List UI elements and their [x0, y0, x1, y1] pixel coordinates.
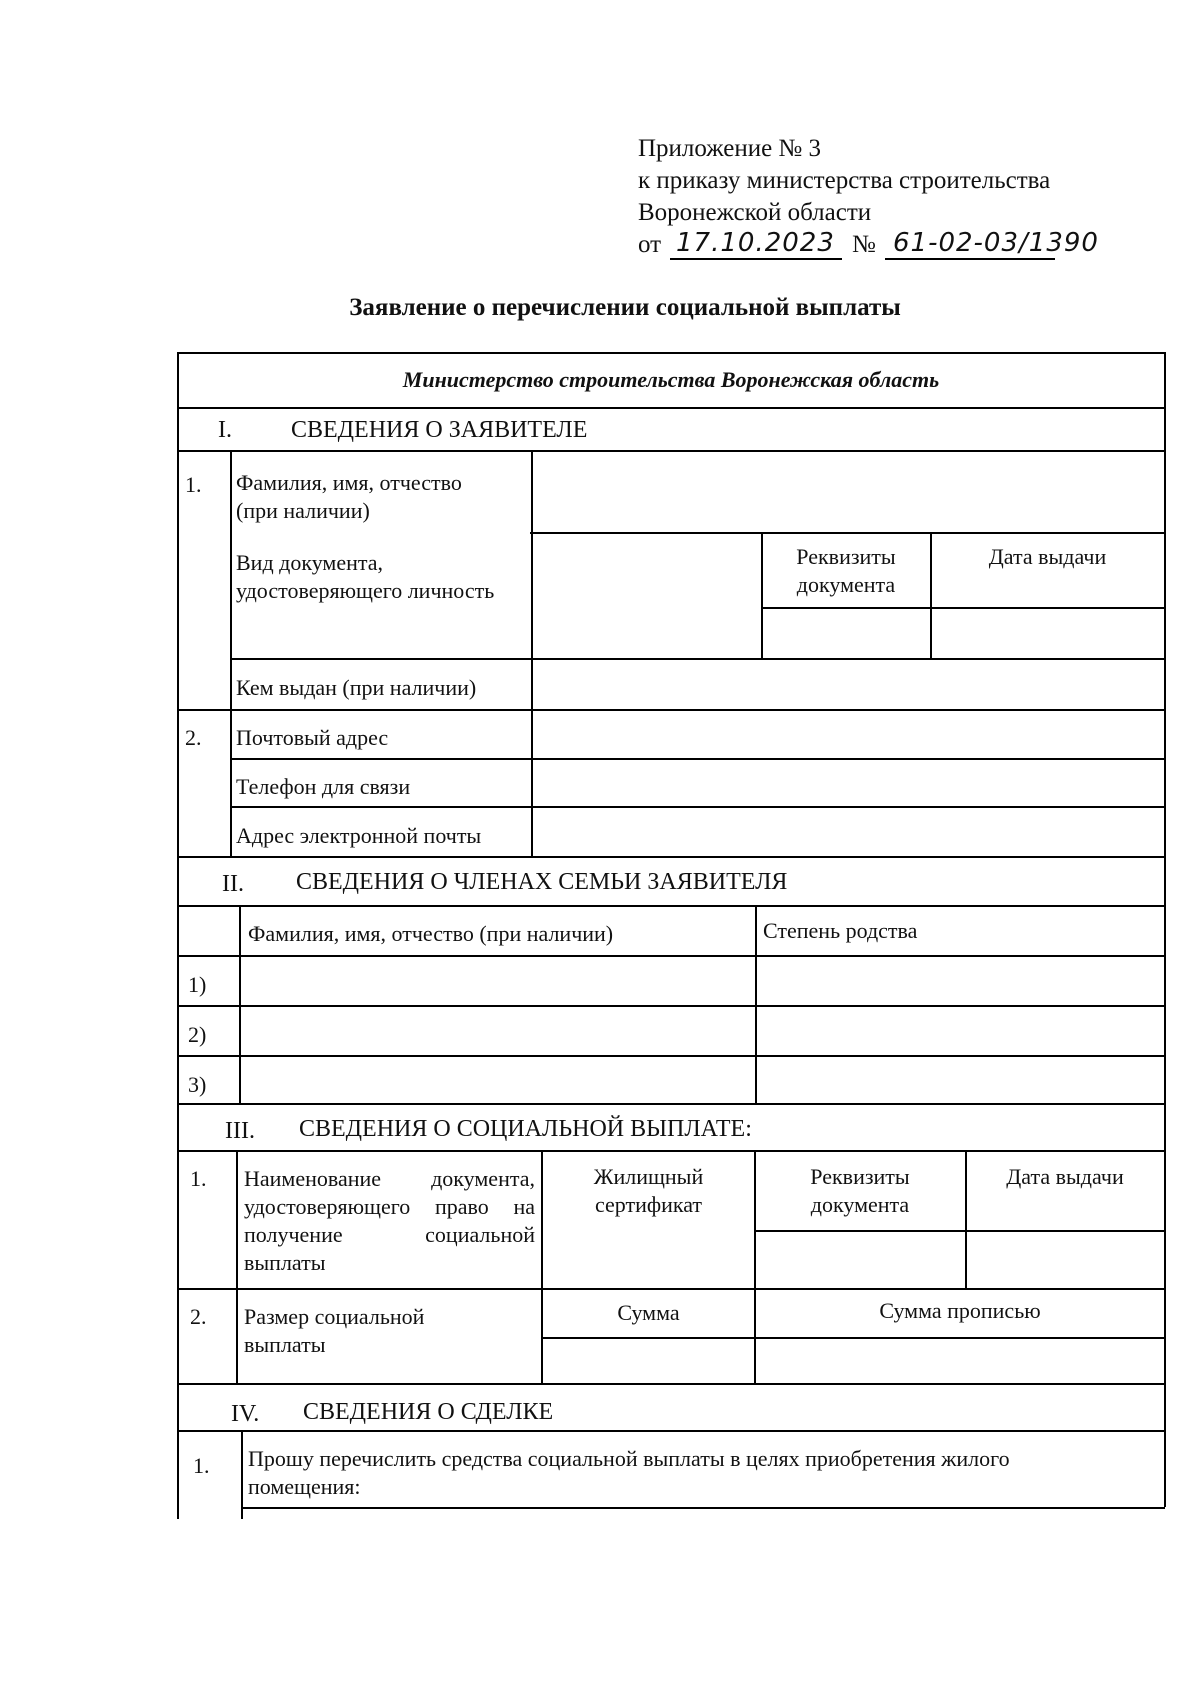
- entitlement-doc-label-line2: удостоверяющего право на: [244, 1194, 535, 1219]
- family-row-number: 3): [188, 1072, 207, 1097]
- date-underline: [670, 258, 842, 260]
- certificate-requisites-label-line2: документа: [810, 1192, 910, 1217]
- document-title: Заявление о перечислении социальной выплаты: [349, 294, 901, 321]
- section-3-title: СВЕДЕНИЯ О СОЦИАЛЬНОЙ ВЫПЛАТЕ:: [299, 1116, 752, 1142]
- payment-item-1-number: 1.: [190, 1166, 207, 1191]
- id-doc-requisites-label-line2: документа: [796, 572, 896, 597]
- entitlement-doc-label-line1: Наименование документа,: [244, 1166, 535, 1191]
- payment-size-label-line2: выплаты: [244, 1332, 326, 1357]
- section-2-title: СВЕДЕНИЯ О ЧЛЕНАХ СЕМЬИ ЗАЯВИТЕЛЯ: [296, 869, 788, 895]
- amount-in-words-input[interactable]: [757, 1339, 1163, 1381]
- payment-item-2-number: 2.: [190, 1304, 207, 1329]
- appendix-number: Приложение № 3: [638, 135, 822, 162]
- id-doc-issue-date-input[interactable]: [932, 609, 1162, 656]
- id-doc-requisites-input[interactable]: [763, 609, 928, 656]
- id-doc-issue-date-label: Дата выдачи: [988, 544, 1107, 569]
- postal-address-input[interactable]: [533, 711, 1163, 756]
- family-member-3-fio-input[interactable]: [242, 1057, 753, 1101]
- issued-by-label: Кем выдан (при наличии): [236, 675, 477, 700]
- date-prefix: от: [638, 231, 662, 258]
- deal-item-1-number: 1.: [193, 1453, 210, 1478]
- family-member-1-relation-input[interactable]: [758, 957, 1163, 1003]
- section-4-number: IV.: [231, 1401, 260, 1427]
- family-member-1-fio-input[interactable]: [242, 957, 753, 1003]
- certificate-issue-date-input[interactable]: [968, 1232, 1163, 1286]
- item-1-number: 1.: [185, 472, 202, 497]
- email-input[interactable]: [533, 808, 1163, 854]
- ministry-name: Министерство строительства Воронежская область: [402, 367, 940, 392]
- number-underline: [885, 258, 1055, 260]
- amount-input[interactable]: [544, 1339, 752, 1381]
- id-doc-label-line1: Вид документа,: [236, 550, 384, 575]
- certificate-requisites-label-line1: Реквизиты: [810, 1164, 910, 1189]
- email-label: Адрес электронной почты: [236, 823, 482, 848]
- order-date: 17.10.2023: [676, 228, 835, 258]
- entitlement-doc-label-line3: получение социальной: [244, 1222, 535, 1247]
- family-row-number: 2): [188, 1022, 207, 1047]
- fio-input[interactable]: [533, 452, 1163, 530]
- section-3-number: III.: [225, 1118, 255, 1144]
- deal-request-text-line1: Прошу перечислить средства социальной выплаты в целях приобретения жилого: [248, 1446, 1010, 1471]
- fio-label-line2: (при наличии): [236, 498, 370, 523]
- family-fio-header: Фамилия, имя, отчество (при наличии): [248, 921, 614, 946]
- postal-address-label: Почтовый адрес: [236, 725, 389, 750]
- housing-certificate-label-line1: Жилищный: [593, 1164, 704, 1189]
- entitlement-doc-label-line4: выплаты: [244, 1250, 326, 1275]
- section-4-title: СВЕДЕНИЯ О СДЕЛКЕ: [303, 1399, 554, 1425]
- family-member-2-fio-input[interactable]: [242, 1007, 753, 1053]
- phone-input[interactable]: [533, 760, 1163, 804]
- fio-label-line1: Фамилия, имя, отчество: [236, 470, 462, 495]
- region-name: Воронежской области: [638, 199, 872, 226]
- deal-request-text-line2: помещения:: [248, 1474, 361, 1499]
- amount-in-words-label: Сумма прописью: [879, 1298, 1041, 1323]
- family-member-3-relation-input[interactable]: [758, 1057, 1163, 1101]
- family-member-2-relation-input[interactable]: [758, 1007, 1163, 1053]
- family-relation-header: Степень родства: [763, 918, 918, 943]
- section-2-number: II.: [222, 871, 244, 897]
- payment-size-label-line1: Размер социальной: [244, 1304, 425, 1329]
- certificate-issue-date-label: Дата выдачи: [1006, 1164, 1124, 1189]
- section-1-title: СВЕДЕНИЯ О ЗАЯВИТЕЛЕ: [291, 417, 588, 443]
- section-1-number: I.: [218, 417, 232, 443]
- id-doc-type-input[interactable]: [533, 534, 759, 656]
- issued-by-input[interactable]: [533, 660, 1163, 707]
- phone-label: Телефон для связи: [236, 774, 411, 799]
- order-number: 61-02-03/1390: [893, 228, 1099, 258]
- number-prefix: №: [852, 231, 876, 258]
- family-row-number: 1): [188, 972, 207, 997]
- id-doc-label-line2: удостоверяющего личность: [236, 578, 495, 603]
- order-reference: к приказу министерства строительства: [638, 167, 1051, 194]
- housing-certificate-label-line2: сертификат: [594, 1192, 703, 1217]
- item-2-number: 2.: [185, 725, 202, 750]
- amount-label: Сумма: [617, 1300, 680, 1325]
- id-doc-requisites-label-line1: Реквизиты: [796, 544, 896, 569]
- certificate-requisites-input[interactable]: [757, 1232, 963, 1286]
